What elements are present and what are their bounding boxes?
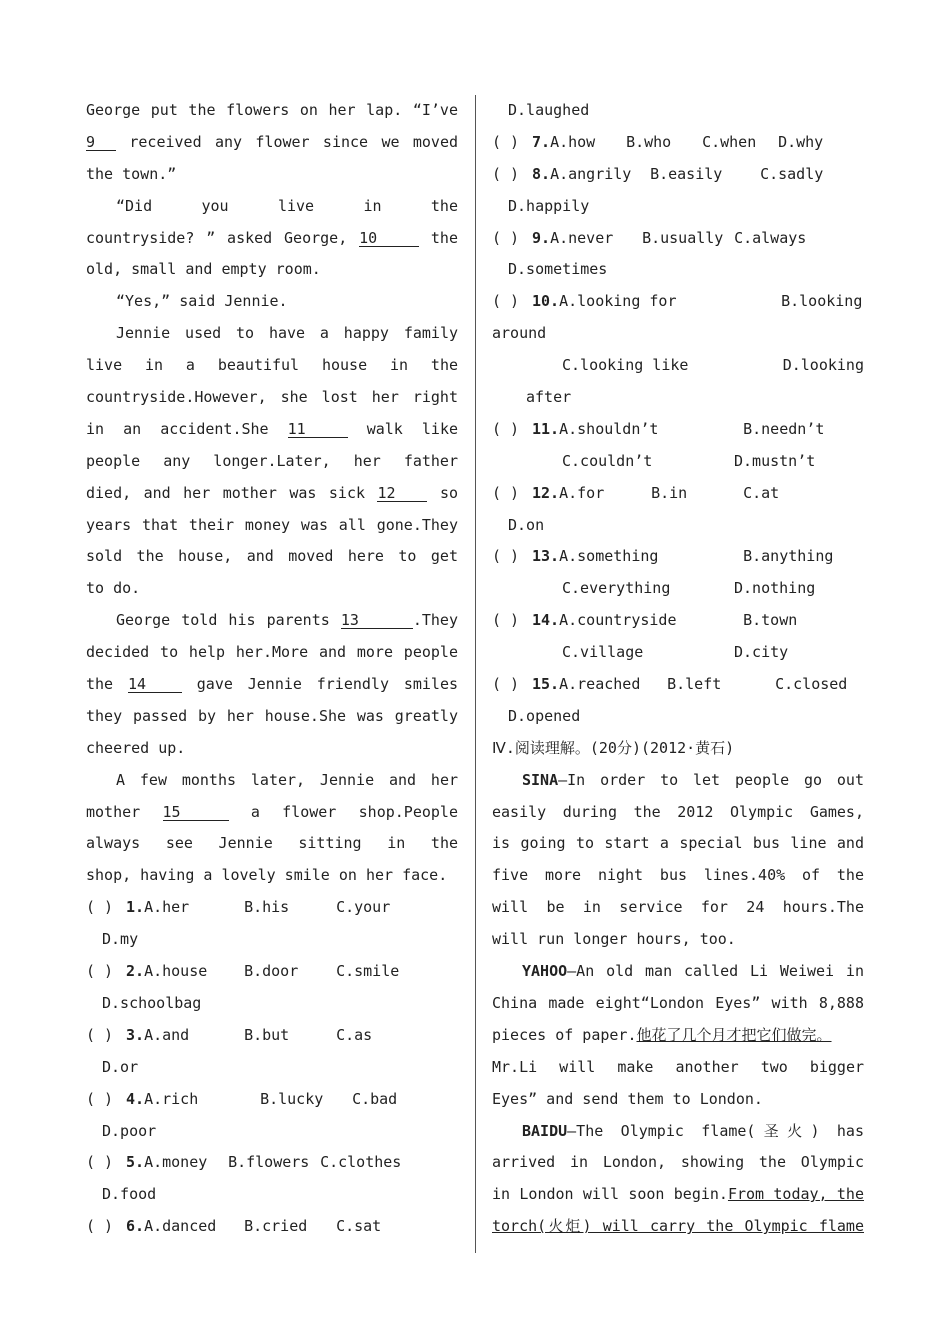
question-8: ( ) 8. A.angrily B.easily C.sadly: [492, 164, 824, 183]
passage-line: they passed by her house.She was greatly: [86, 706, 458, 725]
underlined-sentence: From today, the: [727, 1185, 864, 1204]
reading-line: SINA—In order to let people go out: [522, 770, 864, 789]
question-1: ( ) 1. A.her B.his C.your: [86, 898, 391, 917]
option-d: D.opened: [508, 706, 581, 725]
passage-line: “Did you live in the: [116, 196, 458, 215]
passage-line: to do.: [86, 579, 141, 598]
reading-line: five more night bus lines.40% of the: [492, 866, 864, 885]
blank-13: 13: [341, 612, 413, 629]
option-d-continued: after: [526, 388, 572, 407]
section-heading: Ⅳ.阅读理解。(20分)(2012·黄石): [492, 738, 735, 757]
passage-line: old, small and empty room.: [86, 260, 321, 279]
underlined-sentence: torch(火炬) will carry the Olympic flame: [492, 1217, 864, 1236]
reading-line: China made eight“London Eyes” with 8,888: [492, 993, 864, 1012]
passage-line: mother 15 a flower shop.People: [86, 802, 458, 821]
option-d: D.or: [102, 1057, 139, 1076]
question-10-options-cd: C.looking like D.looking: [562, 356, 864, 375]
passage-line: countryside.However, she lost her right: [86, 388, 458, 407]
passage-line: decided to help her.More and more people: [86, 643, 458, 662]
column-divider: [475, 95, 476, 1253]
question-12: ( ) 12. A.for B.in C.at: [492, 483, 780, 502]
passage-line: shop, having a lovely smile on her face.: [86, 866, 448, 885]
passage-line: live in a beautiful house in the: [86, 356, 458, 375]
passage-line: George put the flowers on her lap. “I’ve: [86, 101, 458, 119]
question-2: ( ) 2. A.house B.door C.smile: [86, 962, 400, 981]
reading-line: is going to start a special bus line and: [492, 834, 864, 853]
blank-9: 9: [86, 134, 116, 151]
passage-line: in an accident.She 11 walk like: [86, 419, 458, 438]
blank-10: 10: [359, 230, 419, 247]
question-9: ( ) 9. A.never B.usually C.always: [492, 228, 807, 247]
option-d: D.schoolbag: [102, 993, 202, 1012]
reading-line: in London will soon begin.From today, the: [492, 1185, 864, 1204]
question-14-options-cd: C.village D.city: [562, 643, 789, 662]
blank-15: 15: [163, 804, 229, 821]
reading-line: pieces of paper.他花了几个月才把它们做完。: [492, 1025, 832, 1044]
passage-line: died, and her mother was sick 12 so: [86, 483, 458, 502]
blank-14: 14: [128, 676, 182, 693]
sina-label: SINA: [522, 770, 559, 789]
passage-line: years that their money was all gone.They: [86, 515, 458, 534]
option-d: D.food: [102, 1185, 157, 1204]
option-d: D.sometimes: [508, 260, 608, 279]
option-d: D.poor: [102, 1121, 157, 1140]
blank-12: 12: [377, 485, 427, 502]
option-d: D.laughed: [508, 101, 590, 119]
passage-line: sold the house, and moved here to get: [86, 547, 458, 566]
question-15: ( ) 15. A.reached B.left C.closed: [492, 675, 848, 694]
question-3: ( ) 3. A.and B.but C.as: [86, 1025, 373, 1044]
yahoo-label: YAHOO: [522, 962, 568, 981]
passage-line: cheered up.: [86, 738, 186, 757]
passage-line: A few months later, Jennie and her: [116, 770, 458, 789]
question-10: ( ) 10. A.looking for B.looking: [492, 292, 863, 311]
reading-line: YAHOO—An old man called Li Weiwei in: [522, 962, 864, 981]
baidu-label: BAIDU: [522, 1121, 568, 1140]
reading-line: easily during the 2012 Olympic Games,: [492, 802, 864, 821]
question-14: ( ) 14. A.countryside B.town: [492, 611, 798, 630]
underlined-sentence: 他花了几个月才把它们做完。: [636, 1025, 832, 1044]
left-column: [86, 95, 458, 1243]
reading-line: BAIDU—The Olympic flame(圣火) has: [522, 1121, 864, 1140]
reading-line: will run longer hours, too.: [492, 930, 736, 949]
option-d: D.my: [102, 930, 139, 949]
passage-line: the town.”: [86, 164, 177, 183]
passage-line: Jennie used to have a happy family: [116, 324, 458, 343]
question-13-options-cd: C.everything D.nothing: [562, 579, 816, 598]
blank-11: 11: [288, 421, 348, 438]
reading-line: arrived in London, showing the Olympic: [492, 1153, 864, 1172]
passage-line: people any longer.Later, her father: [86, 451, 458, 470]
question-4: ( ) 4. A.rich B.lucky C.bad: [86, 1089, 398, 1108]
reading-line: will be in service for 24 hours.The: [492, 898, 864, 917]
right-column: [492, 95, 864, 1243]
question-11: ( ) 11. A.shouldn’t B.needn’t: [492, 419, 825, 438]
option-d: D.on: [508, 515, 545, 534]
passage-line: the 14 gave Jennie friendly smiles: [86, 675, 458, 694]
question-13: ( ) 13. A.something B.anything: [492, 547, 834, 566]
passage-line: “Yes,” said Jennie.: [116, 292, 288, 311]
passage-line: countryside? ” asked George, 10 the: [86, 228, 458, 247]
reading-line: Mr.Li will make another two bigger: [492, 1057, 864, 1076]
question-6: ( ) 6. A.danced B.cried C.sat: [86, 1217, 382, 1236]
option-d: D.happily: [508, 196, 590, 215]
question-11-options-cd: C.couldn’t D.mustn’t: [562, 451, 816, 470]
question-5: ( ) 5. A.money B.flowers C.clothes: [86, 1153, 402, 1172]
passage-line: always see Jennie sitting in the: [86, 834, 458, 853]
reading-line: Eyes” and send them to London.: [492, 1089, 763, 1108]
question-7: ( ) 7. A.how B.who C.when D.why: [492, 132, 824, 151]
passage-line: George told his parents 13 .They: [116, 611, 458, 630]
option-b-continued: around: [492, 324, 547, 343]
passage-line: 9 received any flower since we moved: [86, 132, 458, 151]
